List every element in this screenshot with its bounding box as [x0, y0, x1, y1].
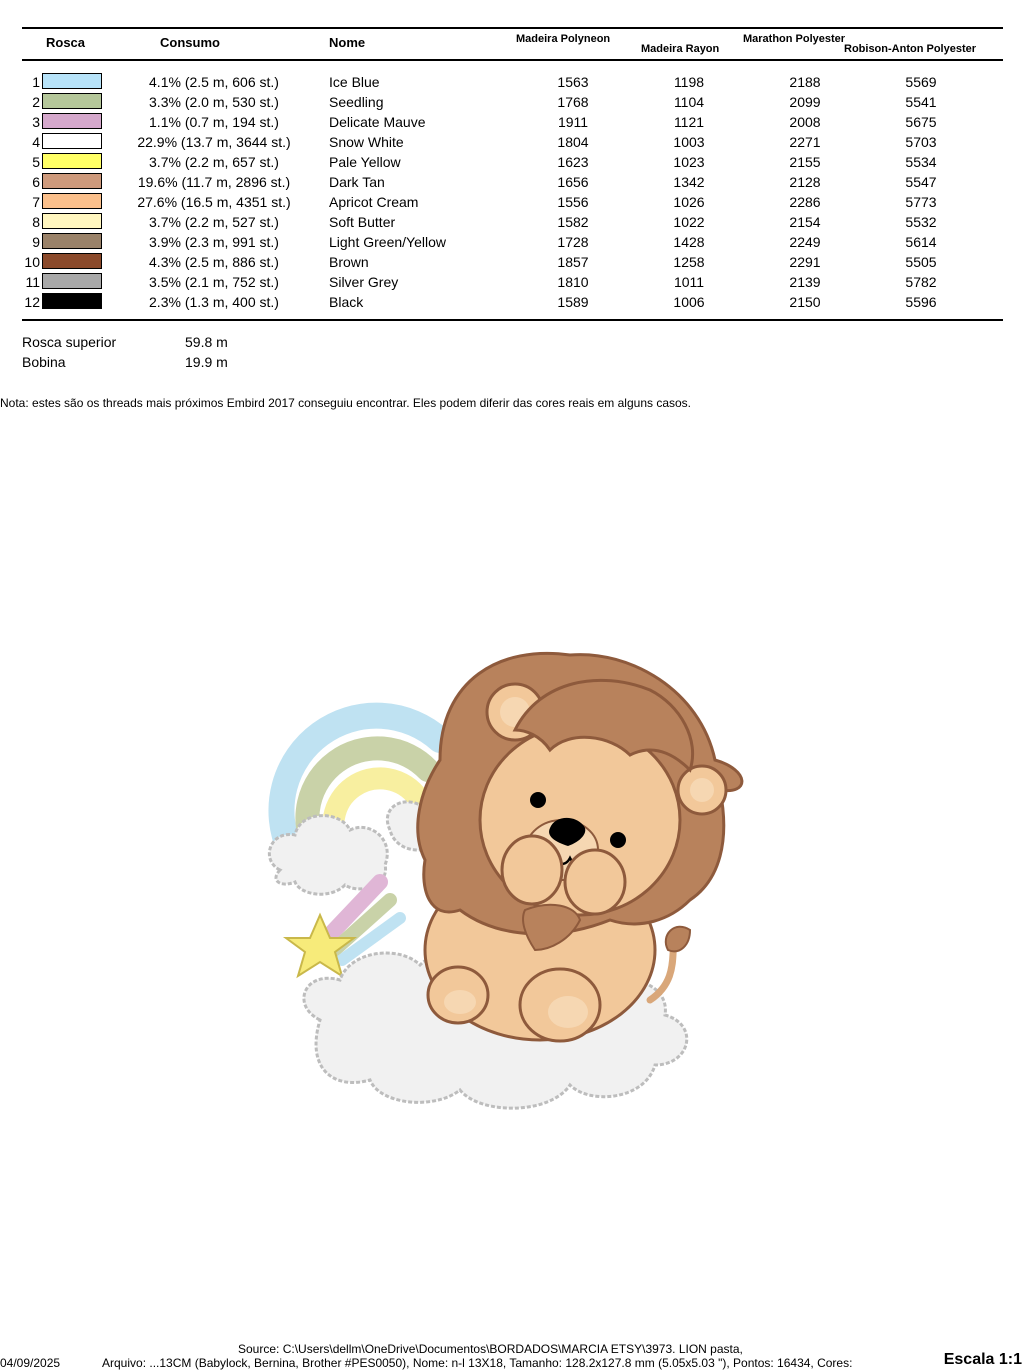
thread-consumption: 1.1% (0.7 m, 194 st.)	[149, 114, 279, 130]
thread-consumption: 22.9% (13.7 m, 3644 st.)	[137, 134, 291, 150]
header-rosca: Rosca	[46, 35, 86, 50]
table-row	[0, 212, 1024, 232]
color-swatch	[42, 113, 102, 129]
header-marathon-polyester: Marathon Polyester	[743, 33, 846, 45]
thread-consumption: 3.7% (2.2 m, 527 st.)	[149, 214, 279, 230]
table-row	[0, 72, 1024, 92]
footer-date: 04/09/2025	[0, 1356, 61, 1370]
robison-anton-code: 5614	[905, 234, 937, 250]
madeira-polyneon-code: 1857	[557, 254, 589, 270]
table-header-rule	[22, 59, 1003, 61]
robison-anton-code: 5569	[905, 74, 937, 90]
thread-name: Brown	[329, 254, 369, 270]
madeira-polyneon-code: 1804	[557, 134, 589, 150]
robison-anton-code: 5773	[905, 194, 937, 210]
color-swatch	[42, 73, 102, 89]
color-swatch	[42, 213, 102, 229]
marathon-code: 2286	[789, 194, 821, 210]
color-swatch	[42, 153, 102, 169]
thread-consumption: 3.3% (2.0 m, 530 st.)	[149, 94, 279, 110]
thread-index: 12	[24, 294, 40, 310]
thread-table	[0, 72, 1024, 312]
madeira-rayon-code: 1258	[673, 254, 705, 270]
marathon-code: 2249	[789, 234, 821, 250]
thread-index: 1	[32, 74, 40, 90]
header-madeira-rayon: Madeira Rayon	[641, 43, 720, 55]
lion-paw-right	[565, 850, 625, 914]
table-row	[0, 292, 1024, 312]
robison-anton-code: 5547	[905, 174, 937, 190]
lion-tail-tuft	[666, 927, 690, 952]
disclaimer-note: Nota: estes são os threads mais próximos Embird 2017 conseguiu encontrar. Eles podem diferir das cores reais em alguns casos.	[0, 396, 692, 410]
thread-consumption: 27.6% (16.5 m, 4351 st.)	[137, 194, 291, 210]
madeira-polyneon-code: 1911	[557, 114, 589, 130]
thread-name: Silver Grey	[329, 274, 399, 290]
color-swatch	[42, 233, 102, 249]
thread-name: Apricot Cream	[329, 194, 419, 210]
table-row	[0, 132, 1024, 152]
table-row	[0, 272, 1024, 292]
thread-name: Snow White	[329, 134, 404, 150]
thread-name: Seedling	[329, 94, 384, 110]
color-swatch	[42, 133, 102, 149]
thread-consumption: 4.3% (2.5 m, 886 st.)	[149, 254, 279, 270]
robison-anton-code: 5782	[905, 274, 937, 290]
lion-foot-pad-right	[548, 996, 588, 1028]
table-row	[0, 192, 1024, 212]
robison-anton-code: 5675	[905, 114, 937, 130]
thread-index: 6	[32, 174, 40, 190]
table-row	[0, 172, 1024, 192]
madeira-polyneon-code: 1768	[557, 94, 589, 110]
thread-name: Dark Tan	[329, 174, 385, 190]
thread-index: 2	[32, 94, 40, 110]
madeira-polyneon-code: 1656	[557, 174, 589, 190]
thread-index: 4	[32, 134, 40, 150]
footer-file-info: Arquivo: ...13CM (Babylock, Bernina, Brother #PES0050), Nome: n-l 13X18, Tamanho: 128.2x127.8 mm (5.05x5.03 "), Pontos: 16434, Cores:	[102, 1356, 853, 1370]
marathon-code: 2128	[789, 174, 821, 190]
table-top-rule	[22, 27, 1003, 29]
thread-consumption: 3.7% (2.2 m, 657 st.)	[149, 154, 279, 170]
marathon-code: 2150	[789, 294, 821, 310]
madeira-rayon-code: 1011	[673, 274, 705, 290]
marathon-code: 2188	[789, 74, 821, 90]
madeira-polyneon-code: 1556	[557, 194, 589, 210]
lion-paw-left	[502, 836, 562, 904]
top-thread-value: 59.8 m	[185, 334, 228, 350]
thread-index: 10	[24, 254, 40, 270]
madeira-rayon-code: 1023	[673, 154, 705, 170]
thread-index: 3	[32, 114, 40, 130]
madeira-rayon-code: 1198	[673, 74, 705, 90]
thread-consumption: 3.9% (2.3 m, 991 st.)	[149, 234, 279, 250]
madeira-polyneon-code: 1589	[557, 294, 589, 310]
marathon-code: 2008	[789, 114, 821, 130]
header-consumo: Consumo	[160, 35, 220, 50]
footer-scale: Escala 1:1	[943, 1351, 1022, 1368]
robison-anton-code: 5596	[905, 294, 937, 310]
madeira-rayon-code: 1022	[673, 214, 705, 230]
thread-name: Black	[329, 294, 364, 310]
thread-name: Ice Blue	[329, 74, 380, 90]
table-row	[0, 152, 1024, 172]
thread-index: 7	[32, 194, 40, 210]
madeira-rayon-code: 1428	[673, 234, 705, 250]
thread-consumption: 4.1% (2.5 m, 606 st.)	[149, 74, 279, 90]
header-nome: Nome	[329, 35, 366, 50]
lion-foot-pad-left	[444, 990, 476, 1014]
madeira-polyneon-code: 1810	[557, 274, 589, 290]
lion-eye-right	[610, 832, 626, 848]
madeira-polyneon-code: 1582	[557, 214, 589, 230]
header-madeira-polyneon: Madeira Polyneon	[516, 33, 611, 45]
marathon-code: 2139	[789, 274, 821, 290]
madeira-polyneon-code: 1623	[557, 154, 589, 170]
color-swatch	[42, 273, 102, 289]
top-thread-label: Rosca superior	[22, 334, 117, 350]
thread-name: Soft Butter	[329, 214, 396, 230]
color-swatch	[42, 253, 102, 269]
color-swatch	[42, 93, 102, 109]
madeira-rayon-code: 1026	[673, 194, 705, 210]
thread-index: 8	[32, 214, 40, 230]
embroidery-preview	[250, 620, 770, 1140]
table-row	[0, 112, 1024, 132]
robison-anton-code: 5534	[905, 154, 937, 170]
madeira-rayon-code: 1006	[673, 294, 705, 310]
thread-name: Light Green/Yellow	[329, 234, 447, 250]
color-swatch	[42, 193, 102, 209]
color-swatch	[42, 293, 102, 309]
thread-name: Delicate Mauve	[329, 114, 426, 130]
robison-anton-code: 5703	[905, 134, 937, 150]
thread-index: 9	[32, 234, 40, 250]
table-row	[0, 232, 1024, 252]
footer-source: Source: C:\Users\dellm\OneDrive\Documentos\BORDADOS\MARCIA ETSY\3973. LION pasta,	[238, 1342, 743, 1356]
thread-index: 5	[32, 154, 40, 170]
madeira-rayon-code: 1104	[673, 94, 705, 110]
thread-consumption: 2.3% (1.3 m, 400 st.)	[149, 294, 279, 310]
marathon-code: 2155	[789, 154, 821, 170]
thread-index: 11	[25, 274, 40, 290]
madeira-polyneon-code: 1728	[557, 234, 589, 250]
madeira-polyneon-code: 1563	[557, 74, 589, 90]
robison-anton-code: 5541	[905, 94, 937, 110]
header-robison-anton: Robison-Anton Polyester	[844, 43, 977, 55]
marathon-code: 2291	[789, 254, 821, 270]
thread-consumption: 3.5% (2.1 m, 752 st.)	[149, 274, 279, 290]
table-row	[0, 92, 1024, 112]
madeira-rayon-code: 1342	[673, 174, 705, 190]
thread-consumption: 19.6% (11.7 m, 2896 st.)	[137, 174, 291, 190]
thread-name: Pale Yellow	[329, 154, 401, 170]
bobbin-value: 19.9 m	[185, 354, 228, 370]
robison-anton-code: 5505	[905, 254, 937, 270]
madeira-rayon-code: 1003	[673, 134, 705, 150]
marathon-code: 2154	[789, 214, 821, 230]
table-row	[0, 252, 1024, 272]
marathon-code: 2271	[789, 134, 821, 150]
marathon-code: 2099	[789, 94, 821, 110]
table-bottom-rule	[22, 319, 1003, 321]
bobbin-label: Bobina	[22, 354, 66, 370]
robison-anton-code: 5532	[905, 214, 937, 230]
madeira-rayon-code: 1121	[673, 114, 705, 130]
color-swatch	[42, 173, 102, 189]
lion-eye-left	[530, 792, 546, 808]
lion-ear-right-inner	[690, 778, 714, 802]
